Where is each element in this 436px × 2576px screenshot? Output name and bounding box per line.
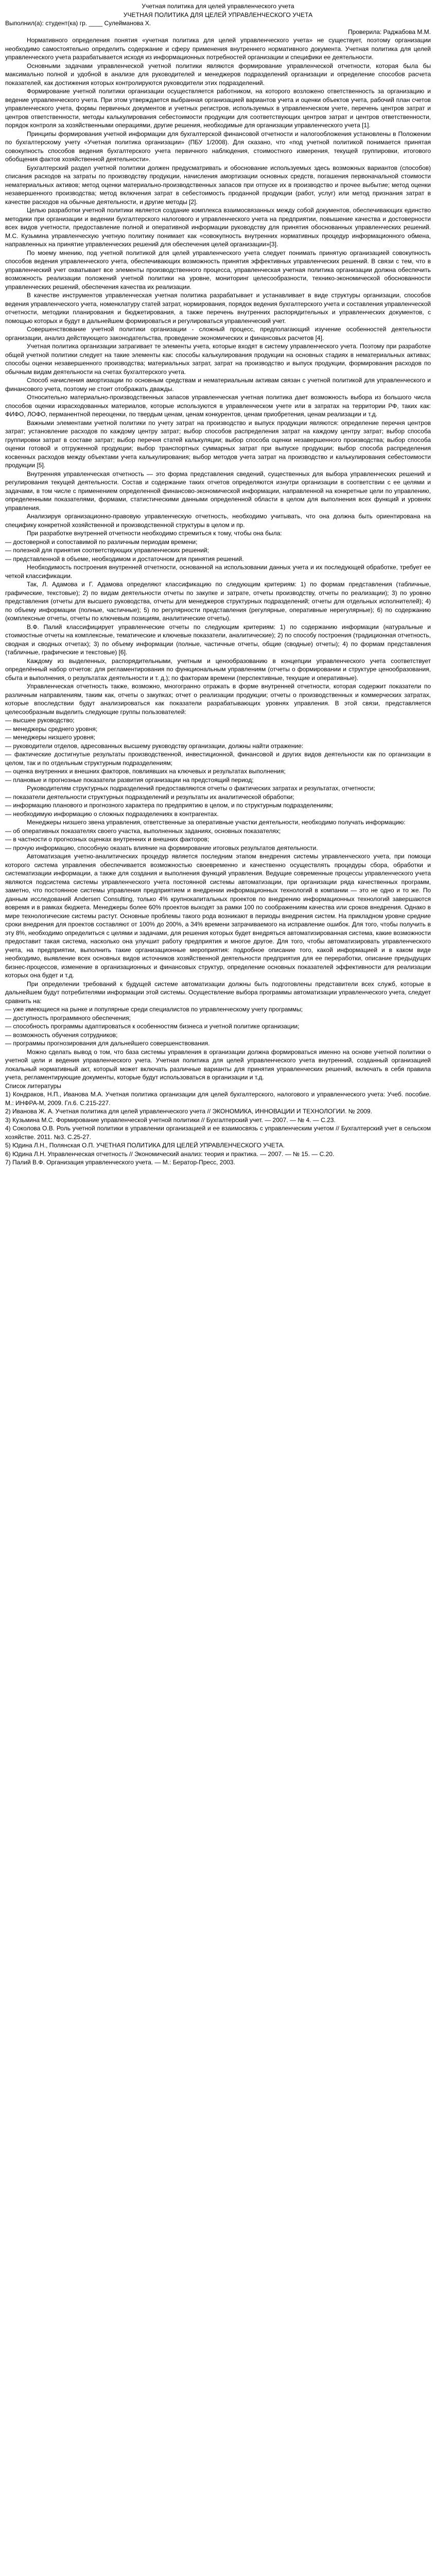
paragraph: Целью разработки учетной политики является создание комплекса взаимосвязанных между собой документов, обеспечивающих единство методики при организации и ведении бухгалтерского налогового и управленческого учета на предприятии, повышение качества и достоверности всех видов учетности, предоставление полной и оперативной информации руководству для принятия обоснованных управленческих решений. М.С. Кузьмина управленческую учетную политику понимает как «совокупность внутренних нормативных процедур информационного обмена, направленных на принятие управленческих решений для обеспечения целей организации»[3]. xyxy=(5,207,431,248)
paragraph: Учетная политика организации затрагивает те элементы учета, которые входят в систему управленческого учета. Поэтому при разработке общей учетной политики следует на такие элементы как: способы калькулирования продукции на основных стадиях в нематериальных активах; способы оценки незавершенного производства; материальных затрат, затрат на производство и выпуск продукции, формирования расходов по обычным видам деятельности на счетах бухгалтерского учета. xyxy=(5,343,431,376)
paragraph: Бухгалтерский раздел учетной политики должен предусматривать и обоснование используемых здесь возможных вариантов (способов) списания расходов на затраты по производству продукции, начисления амортизации основных средств, погашения первоначальной стоимости нематериальных активов; метод оценки материально-производственных запасов при отпуске их в производство и прочее выбытие; метод оценки незавершенного производства; метод включения затрат в себестоимость проданной продукции (работ, услуг) или метод признания затрат в качестве расходов на обычные деятельности, и другие методы [2]. xyxy=(5,164,431,206)
document-page xyxy=(0,0,436,1173)
list-item: — прочую информацию, способную оказать влияние на формирование итоговых результатов деятельности. xyxy=(5,844,318,852)
paragraph: Руководителям структурных подразделений предоставляются отчеты о фактических затратах и результатах, отчетности; xyxy=(27,785,375,792)
references-title: Список литературы xyxy=(5,1082,61,1090)
paragraph: Менеджеры низшего звена управления, ответственные за оперативные участки деятельности, необходимо получать информацию: xyxy=(27,819,406,826)
list-item: — руководители отделов, адресованных высшему руководству организации, должны найти отражение: xyxy=(5,742,304,750)
reference-item: 6) Юдина Л.Н. Управленческая отчетность // Экономический анализ: теория и практика. — 2007. — № 15. — С.20. xyxy=(5,1150,335,1158)
reference-item: 7) Палий В.Ф. Организация управленческого учета. — М.: Бератор-Пресс, 2003. xyxy=(5,1159,235,1166)
reference-item: 3) Кузьмина М.С. Формирование управленческой учетной политики // Бухгалтерский учет. — 2007. — № 4. — С.23. xyxy=(5,1116,336,1124)
list-item: — уже имеющиеся на рынке и популярные среди специалистов по управленческому учету программы; xyxy=(5,1006,303,1013)
list-item: — представленной в объеме, необходимом и достаточном для принятия решений. xyxy=(5,555,244,563)
paragraph: В качестве инструментов управленческая учетная политика разрабатывает и устанавливает в виде структуры организации, способов ведения управленческого учета, номенклатуру статей затрат, нормирования, порядок ведения бухгалтерского учета и составления управленческой отчетности, методики планирования и бюджетирования, а также перечень внутренних распорядительных и управленческих документов, с помощью которых и будут в дальнейшем формироваться и регулироваться управленческий учет. xyxy=(5,292,431,325)
document-body xyxy=(5,36,431,1082)
list-item: — достоверной и сопоставимой по различным периодам времени; xyxy=(5,538,198,546)
list-item: — программы прогнозирования для дальнейшего совершенствования. xyxy=(5,1040,210,1047)
paragraph: В.Ф. Палий классифицирует управленческие отчеты по следующим критериям: 1) по содержанию информации (натуральные и стоимостные отчеты на комплексные, тематические и ключевые показатели, аналитические); 2) по способу построения (традиционная отчетность, сводная и сводных отчетах); 3) по объему информации (полные, частичные отчеты, общие (сводные) отчеты); 4) по формам представления (табличные, графические и текстовые) [6]. xyxy=(5,623,431,656)
reference-item: 5) Юдина Л.Н., Полянская О.П. УЧЕТНАЯ ПОЛИТИКА ДЛЯ ЦЕЛЕЙ УПРАВЛЕНЧЕСКОГО УЧЕТА. xyxy=(5,1142,285,1149)
paragraph: Нормативного определения понятия «учетная политика для целей управленческого учета» не существует, поэтому организации необходимо самостоятельно определить содержание и сферу применения внутреннего нормативного документа. Учетная политика для целей управленческого учета разрабатывается исходя из информационных потребностей организации и специфики ее деятельности. xyxy=(5,37,431,61)
paragraph: При разработке внутренней отчетности необходимо стремиться к тому, чтобы она была: xyxy=(27,530,282,537)
list-item: — высшее руководство; xyxy=(5,717,75,724)
reference-item: 4) Соколова О.В. Роль учетной политики в управлении организацией и ее взаимосвязь с управленческим учетом // Бухгалтерский учет в сельском хозяйстве. 2011. №3. С.25-27. xyxy=(5,1125,431,1141)
paragraph: Относительно материально-производственных запасов управленческая учетная политика дает возможность выбора из большого числа способов оценки израсходованных материалов, которые используются в управленческом учете или в затратах на территории РФ, таких как: ФИФО, ЛОФО, перманентной переоценки, по твердым ценам, ценам конкурентов, ценам приобретения, ценам реализации и т.д. xyxy=(5,394,431,418)
references-section xyxy=(5,1082,431,1167)
paragraph: Управленческая отчетность также, возможно, многогранно отражать в форме внутренней отчетности, которая содержит показатели по различным направлениям, таким как, отчеты о закупках; отчет о реализации продукции; отчеты о производственных и коммерческих затратах, которые впоследствии будут анализироваться как показатели разрабатывающих уровнях управления. В этой связи, представляется целесообразным выделить следующие группы пользователей: xyxy=(5,683,431,716)
paragraph: Автоматизация учетно-аналитических процедур является последним этапом внедрения системы управленческого учета, при помощи которого система управления обеспечивается возможностью своевременно и качественно осуществлять процедуры сбора, обработки и систематизации информации, а также для создания и выполнения функций управления. Ведущие современные процессы управленческого учета являются подсистема системы управленческого учета постоянной системы автоматизации, при организации ряда качественных программ, заметно, что постоянное системы управления предприятием и внедрении информационных технологий в компании — это не одно и то же. По данным исследований Andersen Consulting, только 4% крупнокапитальных проектов по внедрению информационных технологий завершаются вовремя и в рамках бюджета. Менеджеры более 60% проектов выходят за рамки 100 по соображениям качества или сроков внедрения. Однако в мире технологические системы растут. Основные проблемы такого рода возникают в периоды внедрения систем. На прикладном уровне средние сроки внедрения для проектов составляют от 100% до 200%, а 34% времени затрачиваемого на исправление ошибок. Для того, чтобы получить в эту 8%, необходимо определиться с целями и задачами, для решения которых будет внедряться автоматизированная система, какие возможности предоставит такая система, насколько она улучшит работу предприятия и многое другое. Для того, чтобы автоматизировать управленческого учета, на предприятии, выполнить такие организационные мероприятия: подробное описание того, какой информацией и в каком виде необходимо, выявление всех основных видов источников хозяйственной деятельности предприятия для ее переработки, описание предыдущих бизнес-процессов, изменение в организационных и финансовых структур, определение основных показателей эффективности для реализации которых она будет и т.д. xyxy=(5,853,431,979)
document-subtitle: УЧЕТНАЯ ПОЛИТИКА ДЛЯ ЦЕЛЕЙ УПРАВЛЕНЧЕСКОГО УЧЕТА xyxy=(123,11,313,19)
paragraph: Можно сделать вывод о том, что база системы управления в организации должна формироваться именно на основе учетной политики о учетной цели и ведения управленческого учета. Учетная политика для целей управленческого учета внутренний, созданный организацией локальный нормативный акт, который может включать различные варианты для принятия управленческих решений, включать в себя правила учета, регламентирующие документы, которые будут использоваться в организации и т.д. xyxy=(5,1048,431,1081)
paragraph: Важными элементами учетной политики по учету затрат на производство и выпуск продукции являются: определение перечня центров затрат; установление расходов по каждому центру затрат; выбор способов распределения затрат на каждому центру затрат; выбор способа группировки затрат в составе затрат; выбор перечня статей калькуляции; выбор способа оценки незавершенного производства; выбор способа оценки готовой и отгруженной продукции; выбор транспортных суммарных затрат при выпуске продукции; выбор способа распределения косвенных расходов между объектами учета калькулирования; выбор методов учета затрат на производство и калькулирования себестоимости продукции [5]. xyxy=(5,419,431,469)
list-item: — необходимую информацию о сложных подразделениях в контрагентах. xyxy=(5,810,219,818)
list-item: — полезной для принятия соответствующих управленческих решений; xyxy=(5,547,209,554)
document-title: Учетная политика для целей управленческого учета xyxy=(142,3,294,10)
list-item: — показатели деятельности структурных подразделений и результаты их аналитической обработки; xyxy=(5,793,294,801)
list-item: — менеджеры среднего уровня; xyxy=(5,725,98,733)
list-item: — возможность обучения сотрудников; xyxy=(5,1031,118,1039)
paragraph: Анализируя организационно-правовую управленческую отчетность, необходимо учитывать, что она должна быть ориентирована на специфику конкретной хозяйственной и производственной структуры в целом и пр. xyxy=(5,513,431,529)
checker-line: Проверила: Раджабова М.М. xyxy=(347,28,431,36)
paragraph: По моему мнению, под учетной политикой для целей управленческого учета следует понимать принятую организацией совокупность способов ведения управленческого учета, обеспечивающих возможность принятия эффективных управленческих решений. В связи с тем, что в управленческий учет охватывает все элементы производственного процесса, управленческая учетная политика организации должна обеспечить возможность реализации положений учетной политики на уровне, мониторинг целесообразности, технико-экономической обоснованности управленческих решений, обеспечения качества их реализации. xyxy=(5,249,431,291)
paragraph: При определении требований к будущей системе автоматизации должны быть подготовлены представители всех служб, которые в дальнейшем будут потребителями информации этой системы. Осуществление выбора программы автоматизации управленческого учета, следует сравнить на: xyxy=(5,980,431,1005)
reference-item: 1) Кондраков, Н.П., Иванова М.А. Учетная политика организации для целей бухгалтерского, налогового и управленческого учета: Учеб. пособие. М.: ИНФРА-М, 2009. Гл.6. С.215-227. xyxy=(5,1091,431,1107)
paragraph: Необходимость построения внутренней отчетности, основанной на использовании данных учета и их последующей обработке, требует ее четкой классификации. xyxy=(5,564,431,580)
list-item: — информацию планового и прогнозного характера по предприятию в целом, и по структурным подразделениям; xyxy=(5,802,333,809)
list-item: — плановые и прогнозные показатели развития организации на предстоящий период; xyxy=(5,776,254,784)
list-item: — об оперативных показателях своего участка, выполненных заданиях, основных показателях; xyxy=(5,827,281,835)
list-item: — в частности о прогнозных оценках внутренних и внешних факторов; xyxy=(5,836,210,843)
paragraph: Способ начисления амортизации по основным средствам и нематериальным активам связан с учетной политикой для управленческого и финансового учета, поэтому не стоит отображать дважды. xyxy=(5,377,431,393)
paragraph: Внутренняя управленческая отчетность — это форма представления сведений, существенных для выбора управленческих решений и регулирования текущей деятельности. Состав и содержание таких отчетов определяются изнутри организации в соответствии с ее целями и задачами, в том числе с применением определенной финансово-экономической информации, направленной на конкретные цели по управлению, определенными показателями, формами, статистическими данными определенной области в целом для выполнения всех функций и уровнях управления. xyxy=(5,470,431,512)
paragraph: Совершенствование учетной политики организации - сложный процесс, предполагающий изучение особенностей деятельности организации, анализ действующего законодательства, проведение экономических и финансовых расчетов [4]. xyxy=(5,326,431,342)
list-item: — способность программы адаптироваться к особенностям бизнеса и учетной политике организации; xyxy=(5,1023,300,1030)
paragraph: Так, Л. Адамова и Г. Адамова определяют классификацию по следующим критериям: 1) по формам представления (табличные, графические, текстовые); 2) по видам деятельности отчеты по закупке и затрате, отчеты производству, отчеты по реализации); 3) по уровню представления (отчеты для высшего руководства, отчеты для менеджеров структурных подразделений; отчеты для отдельных исполнителей); 4) по объему информации (полные, частичные); 5) по регулярности представления (регулярные, оперативные нерегулярные); 6) по содержанию (комплексные отчеты, отчеты по ключевым позициям, аналитические отчеты). xyxy=(5,581,431,622)
list-item: — фактические достигнутые результаты производственной, инвестиционной, финансовой и других видов деятельности как по организации в целом, так и по отдельным структурным подразделениям; xyxy=(5,751,431,767)
paragraph: Основными задачами управленческой учетной политики являются формирование управленческой отчетности, которая была бы максимально полной и удобной в анализе для руководителей и менеджеров подразделений организации и определение способов расчета показателей, как достижения которых контролируются руководители этих подразделений. xyxy=(5,62,431,87)
paragraph: Каждому из выделенных, распорядительными, учетным и ценообразованию в концепции управленческого учета соответствует определённый набор отчетов: для регламентирования по функциональным управлениям (отчеты о формировании и структуре ценообразования, сбыта и выполнения, о результатах деятельности и т. д.); по факторам времени (перспективные, текущие и оперативные). xyxy=(5,657,431,682)
student-line: Выполнил(а): студент(ка) гр. ____ Сулейманова Х. xyxy=(5,20,151,27)
list-item: — оценка внутренних и внешних факторов, повлиявших на ключевых и результатах выполнения; xyxy=(5,768,286,775)
reference-item: 2) Иванова Ж. А. Учетная политика для целей управленческого учета // ЭКОНОМИКА, ИННОВАЦИИ И ТЕХНОЛОГИИ. № 2009. xyxy=(5,1108,372,1115)
paragraph: Формирование учетной политики организации осуществляется работником, на которого возложено ответственность за организацию и ведение управленческого учета. При этом утверждается выбранная организацией вариантов учета и оценки объектов учета, рабочий план счетов управленческого учета, формы первичных документов и учетных регистров, используемых в управленческом учете, перечень центров затрат и центров ответственности, методы калькулирования себестоимости продукции для соответствующих центров затрат и центров ответственности, порядок контроля за хозяйственными операциями, другие решения, необходимые для организации управленческого учета [1]. xyxy=(5,88,431,129)
list-item: — доступность программного обеспечения; xyxy=(5,1014,131,1022)
paragraph: Принципы формирования учетной информации для бухгалтерской финансовой отчетности и налогообложения установлены в Положении по бухгалтерскому учету «Учетная политика организации» (ПБУ 1/2008). Для сказано, что «под учетной политикой понимается принятая совокупность способов ведения бухгалтерского учета первичного наблюдения, стоимостного измерения, текущей группировки, итогового обобщения фактов хозяйственной деятельности». xyxy=(5,130,431,163)
list-item: — менеджеры низшего уровня; xyxy=(5,734,95,741)
